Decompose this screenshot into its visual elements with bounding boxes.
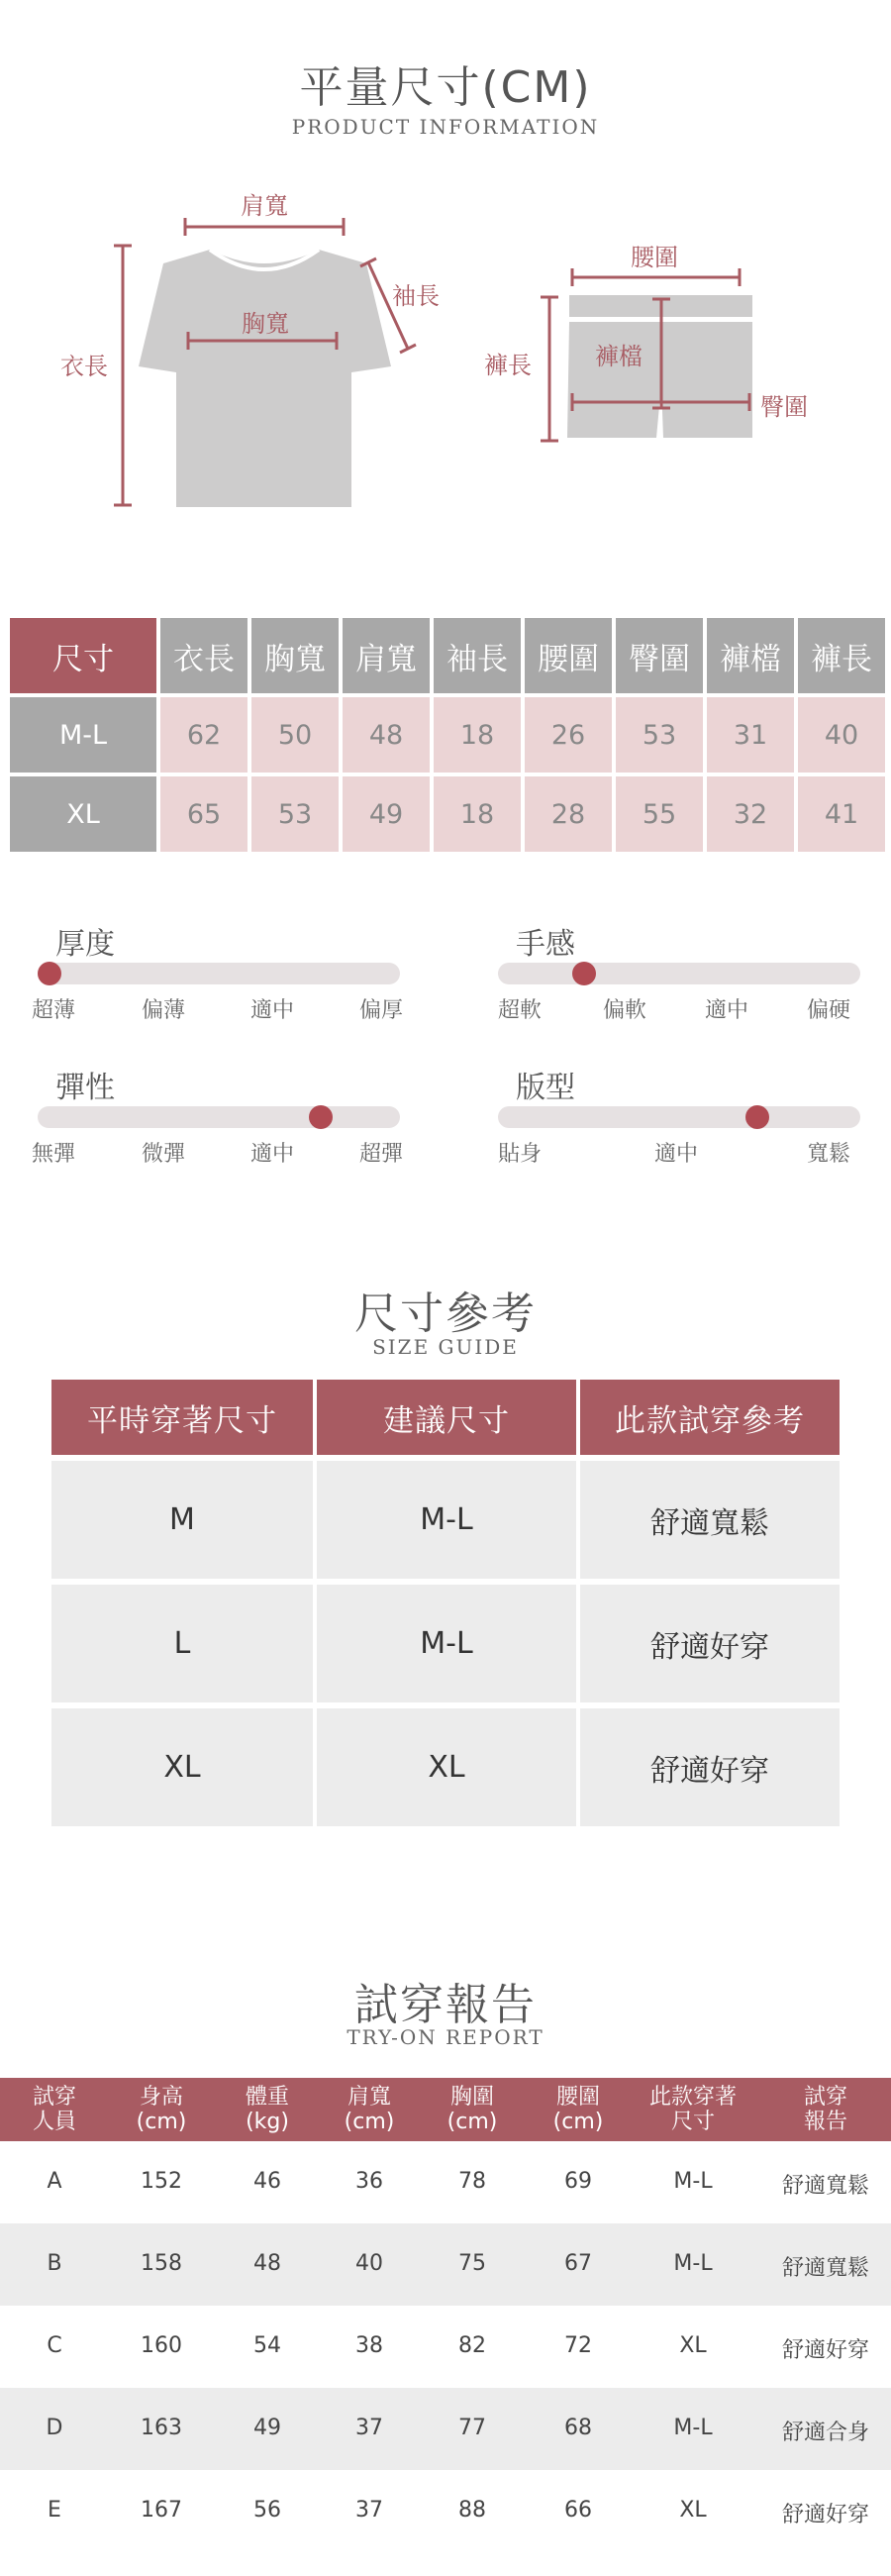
meter-title-hand-feel: 手感 — [516, 927, 575, 962]
try-on-cell: 67 — [564, 2251, 592, 2276]
meter-indicator — [745, 1105, 769, 1129]
try-on-title: 試穿報告 — [354, 1980, 537, 2030]
meter-title-elasticity: 彈性 — [55, 1071, 115, 1105]
label-pants-length: 褲長 — [484, 352, 532, 379]
try-on-cell: E — [48, 2498, 61, 2523]
try-on-cell: 163 — [141, 2416, 182, 2440]
meter-tick: 適中 — [654, 1142, 699, 1167]
size-cell: 65 — [160, 776, 248, 852]
meter-tick: 微彈 — [142, 1142, 186, 1167]
size-guide-cell: XL — [317, 1708, 576, 1826]
measurement-diagram — [0, 178, 891, 525]
try-on-cell: XL — [679, 2498, 707, 2523]
try-on-cell: 66 — [564, 2498, 592, 2523]
try-on-cell: 36 — [355, 2169, 383, 2194]
meter-tick: 貼身 — [498, 1142, 543, 1167]
try-on-row — [0, 2223, 891, 2306]
meter-tick: 偏軟 — [603, 998, 647, 1023]
meter-indicator — [38, 962, 61, 985]
meter-tick: 超薄 — [32, 998, 76, 1023]
size-row-label: XL — [10, 776, 156, 852]
size-table-corner: 尺寸 — [10, 618, 156, 693]
label-hip: 臀圍 — [760, 393, 808, 421]
meter-tick: 適中 — [250, 998, 295, 1023]
try-on-cell: M-L — [673, 2169, 713, 2194]
try-on-cell: 舒適合身 — [781, 2421, 869, 2445]
meter-tick: 偏薄 — [142, 998, 186, 1023]
try-on-cell: 48 — [253, 2251, 281, 2276]
meter-track-hand-feel — [498, 963, 860, 984]
size-guide-cell: 舒適好穿 — [580, 1708, 840, 1826]
size-table-header: 臀圍 — [616, 618, 703, 693]
meter-tick: 超彈 — [359, 1142, 404, 1167]
size-guide-cell: M — [51, 1461, 313, 1579]
try-on-row — [0, 2141, 891, 2223]
try-on-header: 試穿 報告 — [803, 2085, 847, 2134]
try-on-cell: M-L — [673, 2416, 713, 2440]
size-guide-cell: XL — [51, 1708, 313, 1826]
try-on-cell: 77 — [458, 2416, 486, 2440]
try-on-cell: 舒適寬鬆 — [781, 2174, 869, 2199]
tshirt-illustration — [139, 250, 391, 507]
size-cell: 26 — [525, 697, 612, 773]
size-cell: 40 — [798, 697, 885, 773]
label-shoulder: 肩寬 — [241, 192, 288, 220]
meter-title-thickness: 厚度 — [55, 927, 115, 962]
try-on-cell: 舒適好穿 — [781, 2338, 869, 2363]
try-on-cell: 88 — [458, 2498, 486, 2523]
meter-tick: 寬鬆 — [807, 1142, 851, 1167]
try-on-cell: 78 — [458, 2169, 486, 2194]
try-on-header: 胸圍 (cm) — [446, 2085, 498, 2134]
try-on-cell: 82 — [458, 2333, 486, 2358]
try-on-cell: 49 — [253, 2416, 281, 2440]
try-on-cell: 46 — [253, 2169, 281, 2194]
meter-track-fit — [498, 1106, 860, 1128]
size-cell: 18 — [434, 697, 521, 773]
try-on-cell: 160 — [141, 2333, 182, 2358]
meter-tick: 適中 — [250, 1142, 295, 1167]
try-on-cell: 72 — [564, 2333, 592, 2358]
size-cell: 50 — [251, 697, 339, 773]
try-on-header: 體重 (kg) — [245, 2085, 289, 2134]
size-table-header: 肩寬 — [343, 618, 430, 693]
size-cell: 41 — [798, 776, 885, 852]
label-rise: 褲檔 — [595, 343, 643, 370]
label-sleeve: 袖長 — [392, 282, 440, 310]
size-cell: 53 — [251, 776, 339, 852]
try-on-cell: 167 — [141, 2498, 182, 2523]
try-on-cell: A — [47, 2169, 62, 2194]
meter-tick: 偏厚 — [359, 998, 404, 1023]
size-table-header: 褲長 — [798, 618, 885, 693]
size-table — [10, 618, 885, 852]
size-cell: 28 — [525, 776, 612, 852]
try-on-cell: 56 — [253, 2498, 281, 2523]
try-on-cell: 舒適寬鬆 — [781, 2256, 869, 2281]
size-table-header: 衣長 — [160, 618, 248, 693]
size-cell: 62 — [160, 697, 248, 773]
size-cell: 32 — [707, 776, 794, 852]
product-info-subtitle: PRODUCT INFORMATION — [291, 115, 600, 139]
size-table-header: 袖長 — [434, 618, 521, 693]
try-on-cell: 158 — [141, 2251, 182, 2276]
size-guide-title: 尺寸參考 — [354, 1288, 537, 1339]
meter-tick: 無彈 — [32, 1142, 76, 1167]
size-guide-cell: M-L — [317, 1461, 576, 1579]
try-on-cell: 68 — [564, 2416, 592, 2440]
label-length: 衣長 — [60, 353, 108, 380]
meter-tick: 適中 — [705, 998, 749, 1023]
try-on-header-row — [0, 2078, 891, 2141]
size-guide-subtitle: SIZE GUIDE — [372, 1335, 519, 1359]
size-table-header: 腰圍 — [525, 618, 612, 693]
try-on-cell: XL — [679, 2333, 707, 2358]
size-guide-cell: 舒適好穿 — [580, 1585, 840, 1702]
product-info-title: 平量尺寸(CM) — [299, 62, 592, 113]
try-on-cell: 37 — [355, 2416, 383, 2440]
meter-title-fit: 版型 — [516, 1071, 575, 1105]
try-on-cell: 38 — [355, 2333, 383, 2358]
try-on-row — [0, 2388, 891, 2470]
size-guide-cell: L — [51, 1585, 313, 1702]
try-on-cell: 152 — [141, 2169, 182, 2194]
size-cell: 55 — [616, 776, 703, 852]
label-chest: 胸寬 — [242, 310, 289, 338]
size-guide-cell: M-L — [317, 1585, 576, 1702]
label-waist: 腰圍 — [631, 244, 678, 271]
size-cell: 18 — [434, 776, 521, 852]
meter-track-thickness — [38, 963, 400, 984]
meter-tick: 超軟 — [498, 998, 543, 1023]
try-on-cell: B — [47, 2251, 62, 2276]
size-cell: 49 — [343, 776, 430, 852]
size-table-header: 胸寬 — [251, 618, 339, 693]
try-on-row — [0, 2306, 891, 2388]
size-cell: 53 — [616, 697, 703, 773]
try-on-cell: 75 — [458, 2251, 486, 2276]
try-on-cell: C — [47, 2333, 62, 2358]
try-on-header: 腰圍 (cm) — [552, 2085, 604, 2134]
try-on-cell: D — [46, 2416, 63, 2440]
try-on-header: 身高 (cm) — [136, 2085, 187, 2134]
meter-indicator — [572, 962, 596, 985]
meter-indicator — [309, 1105, 333, 1129]
try-on-header: 肩寬 (cm) — [344, 2085, 395, 2134]
try-on-cell: 40 — [355, 2251, 383, 2276]
meter-tick: 偏硬 — [807, 998, 851, 1023]
size-guide-header: 平時穿著尺寸 — [51, 1380, 313, 1455]
size-guide-cell: 舒適寬鬆 — [580, 1461, 840, 1579]
try-on-cell: M-L — [673, 2251, 713, 2276]
size-row-label: M-L — [10, 697, 156, 773]
try-on-row — [0, 2470, 891, 2552]
try-on-cell: 69 — [564, 2169, 592, 2194]
try-on-cell: 54 — [253, 2333, 281, 2358]
size-guide-header: 此款試穿參考 — [580, 1380, 840, 1455]
size-guide-header: 建議尺寸 — [317, 1380, 576, 1455]
try-on-subtitle: TRY-ON REPORT — [346, 2025, 544, 2049]
meter-track-elasticity — [38, 1106, 400, 1128]
size-cell: 48 — [343, 697, 430, 773]
size-table-header: 褲檔 — [707, 618, 794, 693]
try-on-header: 試穿 人員 — [32, 2085, 76, 2134]
try-on-cell: 舒適好穿 — [781, 2503, 869, 2527]
size-guide-table — [51, 1380, 840, 1826]
try-on-header: 此款穿著 尺寸 — [648, 2085, 737, 2134]
size-cell: 31 — [707, 697, 794, 773]
try-on-cell: 37 — [355, 2498, 383, 2523]
